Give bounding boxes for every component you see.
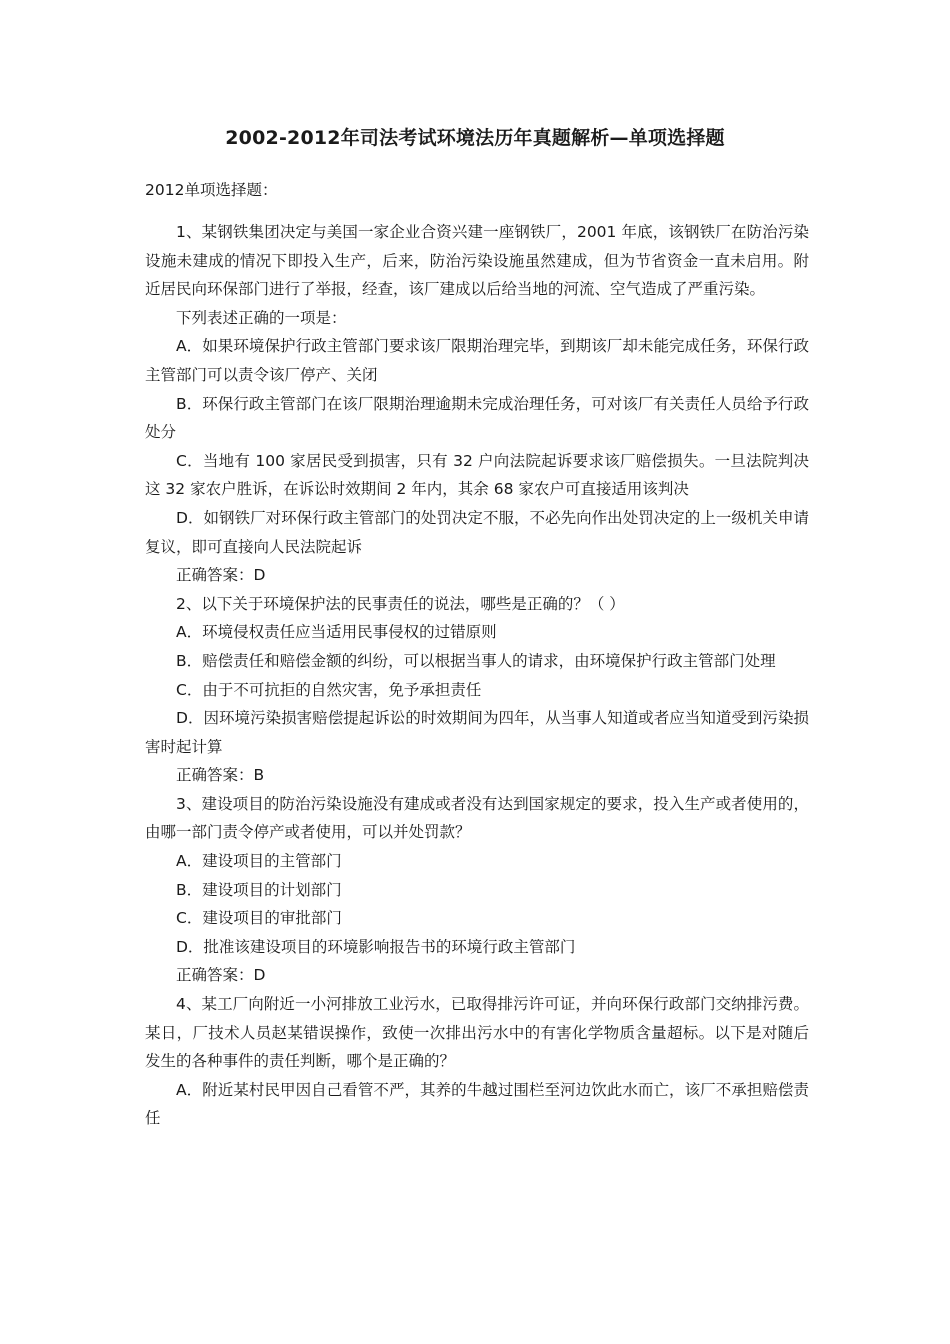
question-3-stem: 3、建设项目的防治污染设施没有建成或者没有达到国家规定的要求，投入生产或者使用的，由哪一部门责令停产或者使用，可以并处罚款？ bbox=[145, 794, 809, 842]
question-1-option-d: D．如钢铁厂对环保行政主管部门的处罚决定不服，不必先向作出处罚决定的上一级机关申请复议，即可直接向人民法院起诉 bbox=[145, 508, 809, 556]
question-4-stem: 4、某工厂向附近一小河排放工业污水，已取得排污许可证，并向环保行政部门交纳排污费。某日，厂技术人员赵某错误操作，致使一次排出污水中的有害化学物质含量超标。以下是对随后发生的各种事件的责任判断，哪个是正确的？ bbox=[145, 995, 809, 1071]
question-1-option-c: C．当地有 100 家居民受到损害，只有 32 户向法院起诉要求该厂赔偿损失。一旦法院判决这 32 家农户胜诉，在诉讼时效期间 2 年内，其余 68 家农户可直接适用该判决 bbox=[145, 451, 809, 499]
question-1-stem: 1、某钢铁集团决定与美国一家企业合资兴建一座钢铁厂，2001 年底，该钢铁厂在防治污染设施未建成的情况下即投入生产，后来，防治污染设施虽然建成，但为节省资金一直未启用。附近居民向环保部门进行了举报，经查，该厂建成以后给当地的河流、空气造成了严重污染。 bbox=[145, 223, 809, 299]
question-2-answer: 正确答案：B bbox=[176, 766, 265, 785]
document-title: 2002-2012年司法考试环境法历年真题解析—单项选择题 bbox=[225, 127, 725, 149]
question-3-option-a: A．建设项目的主管部门 bbox=[176, 852, 342, 871]
question-2-stem: 2、以下关于环境保护法的民事责任的说法，哪些是正确的？（ ） bbox=[176, 594, 625, 613]
question-3-option-c: C．建设项目的审批部门 bbox=[176, 909, 342, 928]
question-4-option-a: A．附近某村民甲因自己看管不严，其养的牛越过围栏至河边饮此水而亡，该厂不承担赔偿责任 bbox=[145, 1080, 809, 1128]
document-body bbox=[145, 218, 809, 1133]
question-1-prompt: 下列表述正确的一项是： bbox=[176, 308, 347, 327]
section-heading: 2012单项选择题： bbox=[145, 181, 278, 199]
question-2-option-d: D．因环境污染损害赔偿提起诉讼的时效期间为四年，从当事人知道或者应当知道受到污染损害时起计算 bbox=[145, 709, 809, 756]
question-3-option-d: D．批准该建设项目的环境影响报告书的环境行政主管部门 bbox=[176, 937, 576, 956]
question-2-option-c: C．由于不可抗拒的自然灾害，免予承担责任 bbox=[176, 680, 482, 699]
question-2-option-a: A．环境侵权责任应当适用民事侵权的过错原则 bbox=[176, 623, 497, 642]
question-1-answer: 正确答案：D bbox=[176, 566, 266, 585]
question-3-option-b: B．建设项目的计划部门 bbox=[176, 880, 342, 899]
question-1-option-a: A．如果环境保护行政主管部门要求该厂限期治理完毕，到期该厂却未能完成任务，环保行政主管部门可以责令该厂停产、关闭 bbox=[145, 337, 809, 384]
question-3-answer: 正确答案：D bbox=[176, 966, 266, 985]
question-2-option-b: B．赔偿责任和赔偿金额的纠纷，可以根据当事人的请求，由环境保护行政主管部门处理 bbox=[176, 651, 776, 670]
question-1-option-b: B．环保行政主管部门在该厂限期治理逾期未完成治理任务，可对该厂有关责任人员给予行政处分 bbox=[145, 394, 809, 442]
